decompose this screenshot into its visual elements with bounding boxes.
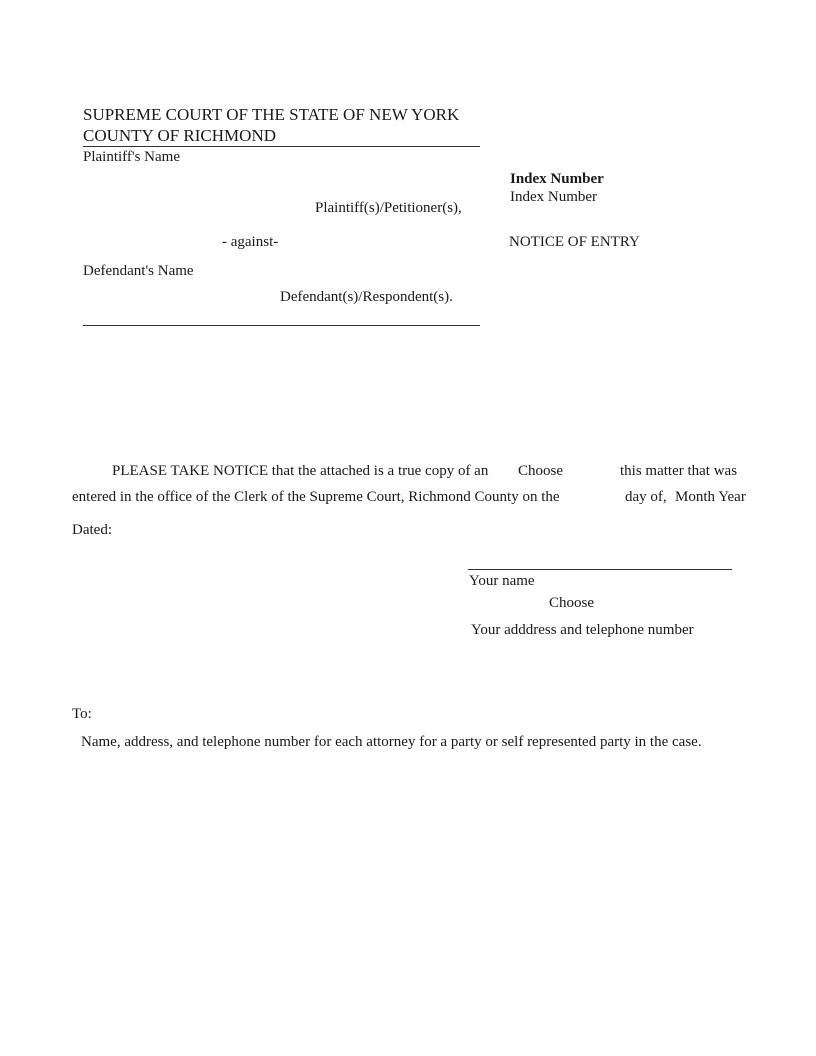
- document-title: NOTICE OF ENTRY: [509, 234, 640, 250]
- address-phone-field[interactable]: Your adddress and telephone number: [471, 622, 694, 638]
- defendant-role-label: Defendant(s)/Respondent(s).: [280, 289, 453, 305]
- defendant-name-field[interactable]: Defendant's Name: [83, 263, 194, 279]
- notice-text-suffix: this matter that was: [620, 463, 738, 479]
- index-number-field[interactable]: Index Number: [510, 189, 598, 205]
- court-county-line: COUNTY OF RICHMOND: [83, 126, 276, 145]
- notice-text-line2: entered in the office of the Clerk of the Supreme Court, Richmond County on the: [72, 489, 560, 505]
- plaintiff-name-field[interactable]: Plaintiff's Name: [83, 149, 180, 165]
- plaintiff-role-label: Plaintiff(s)/Petitioner(s),: [315, 200, 462, 216]
- caption-bottom-rule: [83, 325, 480, 326]
- signer-role-dropdown[interactable]: Choose: [549, 595, 594, 611]
- month-year-field[interactable]: Month Year: [675, 489, 746, 505]
- against-label: - against-: [222, 234, 279, 250]
- recipients-field[interactable]: Name, address, and telephone number for each attorney for a party or self represented party in the case.: [81, 734, 702, 750]
- order-type-dropdown[interactable]: Choose: [518, 463, 563, 479]
- your-name-field[interactable]: Your name: [469, 573, 535, 589]
- signature-line: [468, 569, 732, 570]
- dated-label: Dated:: [72, 522, 112, 538]
- notice-text-prefix: PLEASE TAKE NOTICE that the attached is a true copy of an: [112, 463, 489, 479]
- caption-top-rule: [83, 146, 480, 147]
- index-number-label: Index Number: [510, 171, 604, 187]
- court-name-line1: SUPREME COURT OF THE STATE OF NEW YORK: [83, 105, 460, 124]
- day-of-label: day of,: [625, 489, 667, 505]
- to-label: To:: [72, 706, 92, 722]
